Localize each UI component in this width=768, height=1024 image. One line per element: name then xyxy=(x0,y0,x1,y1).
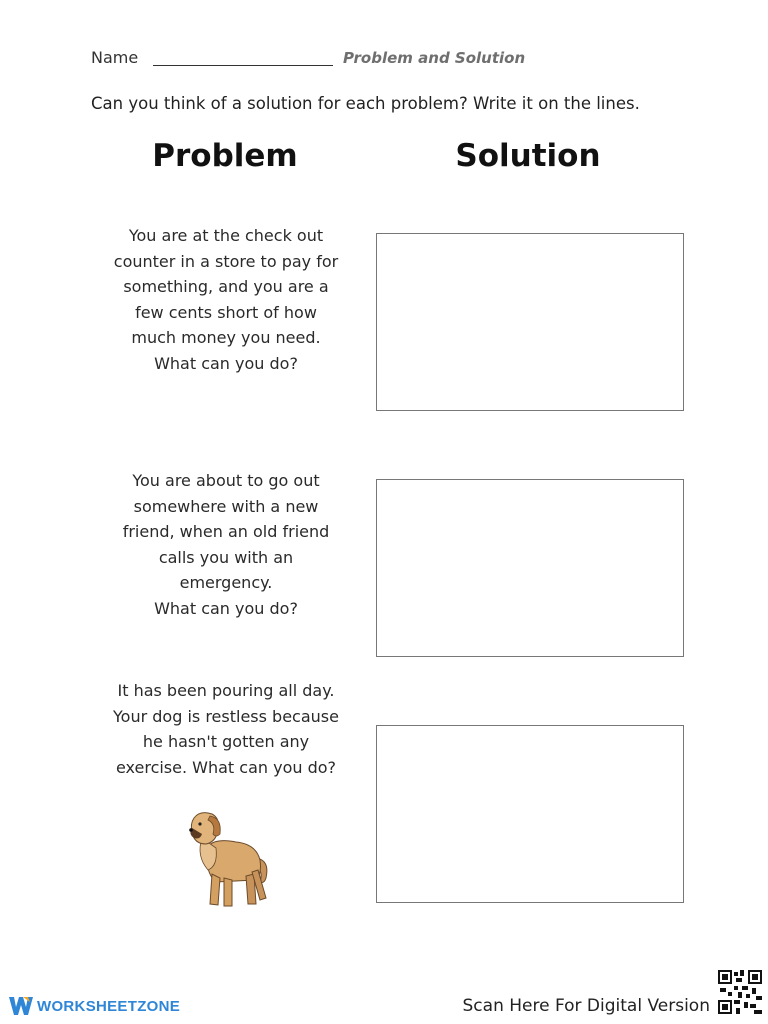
dog-illustration xyxy=(186,808,276,910)
solution-3-box[interactable] xyxy=(376,725,684,903)
problem-1-text: You are at the check out counter in a store to pay for something, and you are a few cents short of how much money you need. What can you do? xyxy=(113,226,339,373)
problem-3-text: It has been pouring all day. Your dog is restless because he hasn't gotten any exercise. What can you do? xyxy=(113,681,339,777)
worksheetzone-logo[interactable] xyxy=(8,994,180,1018)
solution-2-box[interactable] xyxy=(376,479,684,657)
brand-name: WORKSHEETZONE xyxy=(37,997,181,1015)
problem-2-text: You are about to go out somewhere with a new friend, when an old friend calls you with an emergency. What can you do? xyxy=(122,471,330,618)
name-input-line[interactable] xyxy=(153,65,333,66)
scan-instruction: Scan Here For Digital Version xyxy=(462,996,710,1016)
solution-heading: Solution xyxy=(455,138,601,174)
qr-code-icon[interactable] xyxy=(718,970,762,1014)
solution-1-box[interactable] xyxy=(376,233,684,411)
instruction-text: Can you think of a solution for each problem? Write it on the lines. xyxy=(91,94,640,113)
logo-w-icon xyxy=(8,994,34,1018)
problem-heading: Problem xyxy=(152,138,298,174)
worksheet-title: Problem and Solution xyxy=(343,49,526,67)
name-label: Name xyxy=(91,48,139,67)
